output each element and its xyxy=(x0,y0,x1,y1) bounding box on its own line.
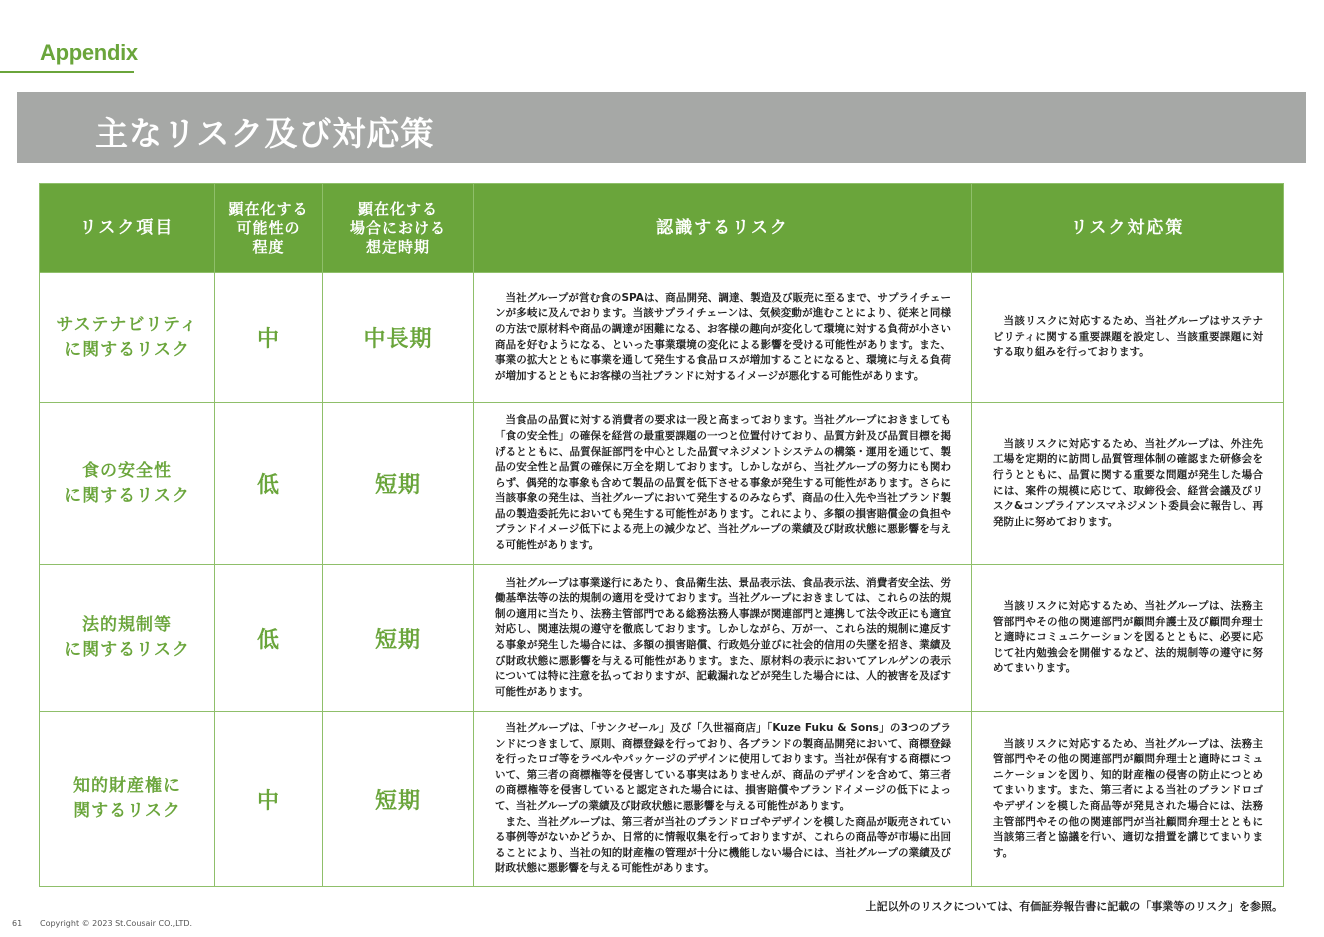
risk-paragraph: 当社グループが営む食のSPAは、商品開発、調達、製造及び販売に至るまで、サプライチェーンが多岐に及んでおります。当該サプライチェーンは、気候変動が進むことにより、従来と同様の方法で原材料や商品の調達が困難になる、お客様の趣向が変化して環境に対する負荷が小さい商品を好むようになる、といった事業環境の変化による影響を受ける可能性があります。また、事業の拡大とともに事業を通して発生する食品ロスが増加することになると、環境に与える負荷が増加するとともにお客様の当社ブランドに対するイメージが悪化する可能性があります。 xyxy=(495,291,951,382)
header-timing xyxy=(323,184,474,273)
footnote: 上記以外のリスクについては、有価証券報告書に記載の「事業等のリスク」を参照。 xyxy=(865,900,1283,913)
category-line: 食の安全性 xyxy=(82,460,172,481)
risk-paragraph: 当食品の品質に対する消費者の要求は一段と高まっております。当社グループにおきましても「食の安全性」の確保を経営の最重要課題の一つと位置付けており、品質方針及び品質目標を掲げるとともに、品質保証部門を中心とした品質マネジメントシステムの構築・運用を通じて、製品の安全性と品質の確保に万全を期しております。しかしながら、当社グループの努力にも関わらず、偶発的な事象も含めて製品の品質を低下させる事象が発生する可能性があります。さらに当該事象の発生は、当社グループにおいて発生するのみならず、商品の仕入先や当社ブランド製品の製造委託先においても発生する可能性があります。これにより、多額の損害賠償金の負担やブランドイメージ低下による売上の減少など、当社グループの業績及び財政状態に悪影響を与える可能性があります。 xyxy=(495,414,951,552)
probability-level: 低 xyxy=(215,565,323,712)
category-line: に関するリスク xyxy=(64,485,190,506)
page-title: 主なリスク及び対応策 xyxy=(95,114,435,153)
risk-description xyxy=(474,403,972,565)
category-line: に関するリスク xyxy=(64,640,190,660)
response-paragraph: 当該リスクに対応するため、当社グループは、外注先工場を定期的に訪問し品質管理体制の確認また研修会を行うとともに、品質に関する重要な問題が発生した場合には、案件の規模に応じて、取締役会、経営会議及びリスク&コンプライアンスマネジメント委員会に報告し、再発防止に努めております。 xyxy=(993,437,1263,528)
risk-category xyxy=(40,712,215,887)
header-timing-line: 場合における xyxy=(349,218,446,237)
probability-level: 中 xyxy=(215,273,323,403)
header-timing-line: 想定時期 xyxy=(365,237,430,256)
table-row xyxy=(40,273,1284,403)
risk-category xyxy=(40,273,215,403)
risk-response xyxy=(972,565,1284,712)
risk-description xyxy=(474,273,972,403)
timing-level: 短期 xyxy=(323,565,474,712)
risk-description xyxy=(474,712,972,887)
header-probability-line: 可能性の xyxy=(236,218,301,237)
probability-level: 中 xyxy=(215,712,323,887)
risk-description xyxy=(474,565,972,712)
probability-level: 低 xyxy=(215,403,323,565)
page-number: 61 xyxy=(12,919,23,928)
section-label: Appendix xyxy=(40,40,138,65)
table-row xyxy=(40,403,1284,565)
category-line: 関するリスク xyxy=(73,801,181,821)
table-header-row xyxy=(40,184,1284,273)
risk-response xyxy=(972,273,1284,403)
header-probability xyxy=(215,184,323,273)
timing-level: 短期 xyxy=(323,712,474,887)
risk-response xyxy=(972,403,1284,565)
header-response: リスク対応策 xyxy=(972,184,1284,273)
risk-paragraph: 当社グループは、「サンクゼール」及び「久世福商店」「Kuze Fuku & Sons」の3つのブランドにつきまして、原則、商標登録を行っており、各ブランドの製商品開発において、商標登録を行ったロゴ等をラベルやパッケージのデザインに使用しております。当社が保有する商標について、第三者の商標権等を侵害している事実はありませんが、商品のデザインを含めて、第三者の商標権等を侵害していると認定された場合には、損害賠償やブランドイメージの低下によって、当社グループの業績及び財政状態に悪影響を与える可能性があります。 xyxy=(495,722,951,812)
section-underline xyxy=(0,71,134,73)
table-row xyxy=(40,712,1284,887)
header-timing-line: 顕在化する xyxy=(357,199,438,218)
risk-table xyxy=(39,183,1284,887)
title-band xyxy=(17,92,1306,163)
category-line: に関するリスク xyxy=(64,339,190,360)
response-paragraph: 当該リスクに対応するため、当社グループは、法務主管部門やその他の関連部門が顧問弁理士と適時にコミュニケーションを図り、知的財産権の侵害の防止につとめてまいります。また、第三者による当社のブランドロゴやデザインを模した商品等が発見された場合には、法務主管部門やその他の関連部門が当社顧問弁理士とともに当該第三者と協議を行い、適切な措置を講じてまいります。 xyxy=(993,737,1263,859)
category-line: 法的規制等 xyxy=(82,615,172,635)
category-line: 知的財産権に xyxy=(73,776,181,796)
response-paragraph: 当該リスクに対応するため、当社グループは、法務主管部門やその他の関連部門が顧問弁護士及び顧問弁理士と適時にコミュニケーションを図るとともに、必要に応じて社内勉強会を開催するなど、法的規制等の遵守に努めてまいります。 xyxy=(993,600,1263,675)
header-risk-item: リスク項目 xyxy=(40,184,215,273)
header-probability-line: 程度 xyxy=(252,237,285,256)
risk-category xyxy=(40,565,215,712)
response-paragraph: 当該リスクに対応するため、当社グループはサステナビリティに関する重要課題を設定し、当該重要課題に対する取り組みを行っております。 xyxy=(993,315,1263,359)
timing-level: 中長期 xyxy=(323,273,474,403)
header-probability-line: 顕在化する xyxy=(228,199,309,218)
risk-paragraph: また、当社グループは、第三者が当社のブランドロゴやデザインを模した商品が販売されている事例等がないかどうか、日常的に情報収集を行っておりますが、これらの商品等が市場に出回ることにより、当社の知的財産権の管理が十分に機能しない場合には、当社グループの業績及び財政状態に悪影響を与える可能性があります。 xyxy=(495,815,951,875)
header-recognized-risk: 認識するリスク xyxy=(474,184,972,273)
table-row xyxy=(40,565,1284,712)
risk-paragraph: 当社グループは事業遂行にあたり、食品衛生法、景品表示法、食品表示法、消費者安全法、労働基準法等の法的規制の適用を受けております。当社グループにおきましては、これらの法的規制の適用に当たり、法務主管部門である総務法務人事課が関連部門と連携して法令改正にも適宜対応し、関連法規の遵守を徹底しております。しかしながら、万が一、これら法的規制に違反する事象が発生した場合には、多額の損害賠償、行政処分並びに社会的信用の失墜を招き、業績及び財政状態に悪影響を与える可能性があります。また、原材料の表示においてアレルゲンの表示については特に注意を払っておりますが、記載漏れなどが発生した場合には、人的被害を及ぼす可能性があります。 xyxy=(495,576,951,698)
timing-level: 短期 xyxy=(323,403,474,565)
category-line: サステナビリティ xyxy=(56,314,198,335)
risk-category xyxy=(40,403,215,565)
risk-response xyxy=(972,712,1284,887)
copyright: Copyright © 2023 St.Cousair CO.,LTD. xyxy=(40,919,193,928)
